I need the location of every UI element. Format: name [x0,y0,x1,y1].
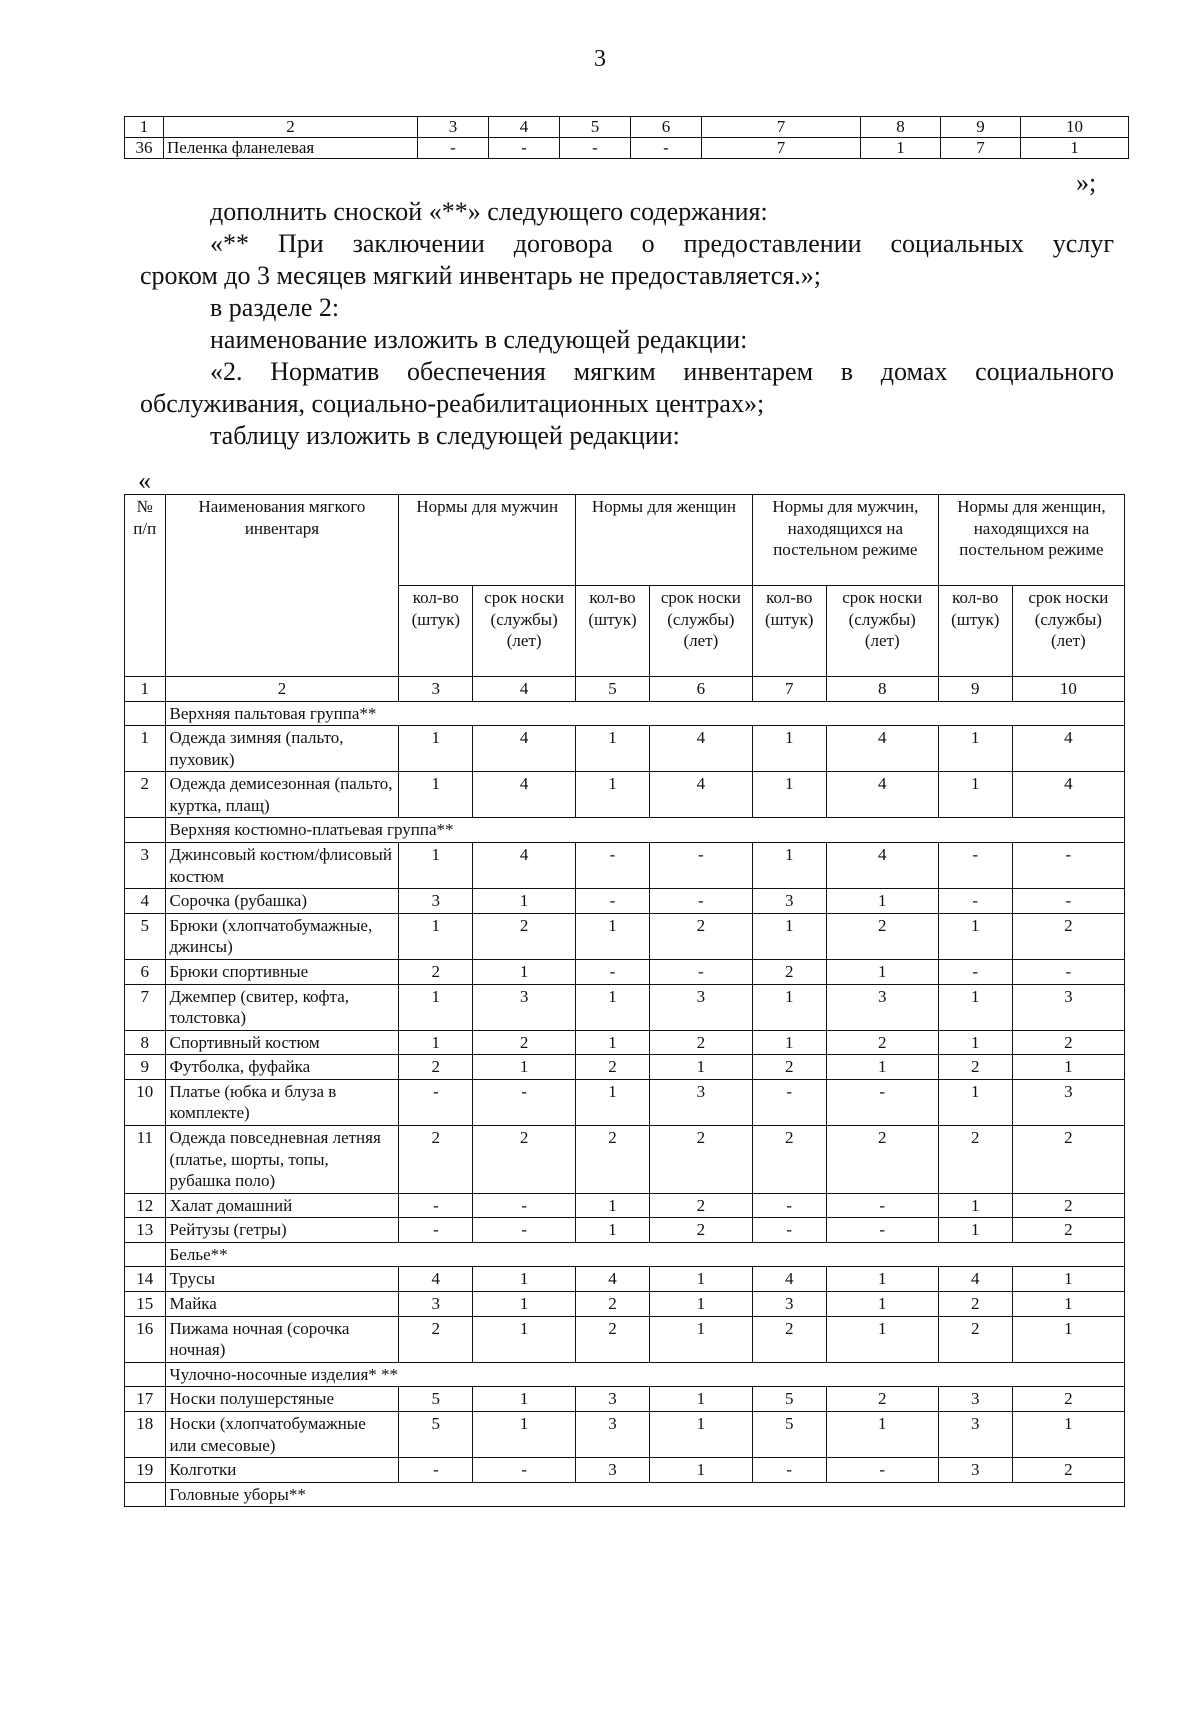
norm-value: 1 [576,772,650,818]
table-row [125,1292,1125,1317]
paragraph: «2. Норматив обеспечения мягким инвентарем в домах социального [210,357,1114,386]
norm-value: 3 [752,1292,826,1317]
table-row [125,772,1125,818]
item-name: Одежда повседневная летняя (платье, шорты, топы, рубашка поло) [165,1125,399,1193]
item-name: Халат домашний [165,1193,399,1218]
item-name: Брюки спортивные [165,959,399,984]
norm-value: 1 [826,1316,938,1362]
norm-value: - [399,1458,473,1483]
table-cell: 1 [125,117,164,138]
norm-value: 3 [399,1292,473,1317]
norm-value: 2 [1012,1193,1124,1218]
norm-value: 1 [649,1055,752,1080]
row-number: 12 [125,1193,166,1218]
norm-value: 1 [1012,1292,1124,1317]
row-number: 3 [125,843,166,889]
norm-value: 2 [473,1125,576,1193]
norm-value: 1 [1012,1055,1124,1080]
norm-value: 2 [649,1030,752,1055]
norm-value: 1 [473,889,576,914]
item-name: Носки (хлопчатобумажные или смесовые) [165,1411,399,1457]
col-number: 7 [752,677,826,702]
norm-value: 5 [399,1387,473,1412]
norm-value: 2 [649,1193,752,1218]
group-row [125,818,1125,843]
table-cell: 7 [941,138,1021,159]
norm-value: 1 [576,726,650,772]
norm-value: 2 [399,1125,473,1193]
header-row [125,495,1125,586]
norm-value: 4 [473,726,576,772]
norm-value: 3 [752,889,826,914]
group-spacer-cell [125,1362,166,1387]
table-cell: 9 [941,117,1021,138]
table-row [125,1218,1125,1243]
norm-value: 2 [1012,1218,1124,1243]
table-cell: 8 [861,117,941,138]
row-number: 2 [125,772,166,818]
norm-value: 3 [473,984,576,1030]
group-spacer-cell [125,701,166,726]
col-number: 5 [576,677,650,702]
row-number: 6 [125,959,166,984]
table-row [125,984,1125,1030]
norm-value: 2 [576,1125,650,1193]
table-row [125,959,1125,984]
norm-value: 4 [649,772,752,818]
header-term: срок носки (службы) (лет) [1012,586,1124,677]
table-cell: 3 [418,117,489,138]
header-term: срок носки (службы) (лет) [649,586,752,677]
norm-value: 1 [938,726,1012,772]
item-name: Одежда зимняя (пальто, пуховик) [165,726,399,772]
norm-value: 4 [826,726,938,772]
norm-value: 2 [576,1055,650,1080]
norm-value: 1 [576,1030,650,1055]
norm-value: 2 [473,913,576,959]
norm-value: 1 [399,913,473,959]
norm-value: 1 [826,889,938,914]
col-number: 8 [826,677,938,702]
norm-value: 1 [473,1411,576,1457]
norm-value: 2 [1012,1458,1124,1483]
group-spacer-cell [125,1242,166,1267]
norm-value: - [752,1218,826,1243]
norm-value: - [938,843,1012,889]
table-row [125,889,1125,914]
norm-value: 2 [1012,1387,1124,1412]
norm-value: 2 [752,959,826,984]
norm-value: 2 [938,1055,1012,1080]
table-cell: 4 [489,117,560,138]
item-name: Сорочка (рубашка) [165,889,399,914]
norm-value: 2 [649,1218,752,1243]
closing-quote: »; [1076,168,1097,197]
norm-value: 3 [576,1458,650,1483]
norm-value: 1 [576,1079,650,1125]
norm-value: 2 [576,1292,650,1317]
norm-value: 5 [399,1411,473,1457]
col-number: 10 [1012,677,1124,702]
norm-value: 1 [399,843,473,889]
row-number: 5 [125,913,166,959]
norm-value: - [826,1193,938,1218]
table-row [125,1267,1125,1292]
page-number: 3 [594,46,606,72]
row-number: 15 [125,1292,166,1317]
continuation-header-row [125,117,1129,138]
header-name: Наименования мягкого инвентаря [165,495,399,677]
row-number: 11 [125,1125,166,1193]
norm-value: 2 [649,1125,752,1193]
header-men: Нормы для мужчин [399,495,576,586]
row-number: 14 [125,1267,166,1292]
item-name: Брюки (хлопчатобумажные, джинсы) [165,913,399,959]
norm-value: 2 [826,1387,938,1412]
norm-value: 4 [399,1267,473,1292]
norm-value: 1 [649,1316,752,1362]
continuation-data-row [125,138,1129,159]
norm-value: 2 [938,1125,1012,1193]
norm-value: 3 [826,984,938,1030]
continuation-table [124,116,1129,159]
norm-value: 1 [576,913,650,959]
norm-value: - [473,1193,576,1218]
norm-value: 4 [576,1267,650,1292]
norm-value: 1 [649,1411,752,1457]
norm-value: 3 [399,889,473,914]
norm-value: 1 [399,726,473,772]
table-row [125,1411,1125,1457]
header-num: № п/п [125,495,166,677]
norm-value: 1 [576,1193,650,1218]
table-row [125,1125,1125,1193]
item-name: Рейтузы (гетры) [165,1218,399,1243]
norm-value: 1 [826,1055,938,1080]
norm-value: 2 [576,1316,650,1362]
group-row [125,701,1125,726]
norm-value: 1 [649,1458,752,1483]
norm-value: - [399,1193,473,1218]
header-women-bed: Нормы для женщин, находящихся на постельном режиме [938,495,1124,586]
norm-value: 1 [826,1267,938,1292]
table-cell: 1 [1021,138,1129,159]
table-cell: 7 [702,138,861,159]
norm-value: 1 [1012,1411,1124,1457]
norm-value: - [649,843,752,889]
row-number: 17 [125,1387,166,1412]
group-title: Верхняя пальтовая группа** [165,701,1124,726]
norm-value: 2 [1012,1125,1124,1193]
table-cell: - [489,138,560,159]
col-number: 9 [938,677,1012,702]
item-name: Трусы [165,1267,399,1292]
norm-value: 1 [473,959,576,984]
norm-value: 1 [473,1055,576,1080]
paragraph: «** При заключении договора о предоставлении социальных услуг [210,229,1114,258]
norm-value: 1 [576,984,650,1030]
norm-value: 2 [649,913,752,959]
row-number: 18 [125,1411,166,1457]
norm-value: - [399,1218,473,1243]
norm-value: - [1012,889,1124,914]
group-title: Чулочно-носочные изделия* ** [165,1362,1124,1387]
norm-value: - [399,1079,473,1125]
norm-value: - [752,1193,826,1218]
norm-value: 3 [649,984,752,1030]
paragraph: таблицу изложить в следующей редакции: [210,421,680,450]
table-row [125,1387,1125,1412]
norm-value: 3 [1012,984,1124,1030]
norm-value: 1 [649,1292,752,1317]
norm-value: 1 [473,1267,576,1292]
item-name: Футболка, фуфайка [165,1055,399,1080]
norm-value: 1 [1012,1316,1124,1362]
group-row [125,1482,1125,1507]
table-row [125,843,1125,889]
group-spacer-cell [125,818,166,843]
row-number: 4 [125,889,166,914]
paragraph: в разделе 2: [210,293,340,322]
norm-value: 2 [399,1316,473,1362]
col-number: 6 [649,677,752,702]
table-row [125,726,1125,772]
norm-value: 1 [826,1292,938,1317]
norm-value: 1 [938,772,1012,818]
norm-value: 2 [399,959,473,984]
group-title: Верхняя костюмно-платьевая группа** [165,818,1124,843]
paragraph: обслуживания, социально-реабилитационных центрах»; [140,389,765,418]
table-cell: - [560,138,631,159]
table-row [125,1079,1125,1125]
norm-value: 3 [938,1458,1012,1483]
norm-value: 1 [752,772,826,818]
norm-value: - [1012,959,1124,984]
norm-value: - [826,1079,938,1125]
group-spacer-cell [125,1482,166,1507]
norm-value: - [826,1218,938,1243]
norm-value: 2 [1012,913,1124,959]
norm-value: 4 [1012,726,1124,772]
norm-value: - [473,1218,576,1243]
row-number: 9 [125,1055,166,1080]
item-name: Пижама ночная (сорочка ночная) [165,1316,399,1362]
norm-value: 1 [1012,1267,1124,1292]
norm-value: 1 [826,959,938,984]
item-name: Носки полушерстяные [165,1387,399,1412]
header-qty: кол-во (штук) [399,586,473,677]
norm-value: 4 [649,726,752,772]
norm-value: 2 [826,1125,938,1193]
norm-value: - [1012,843,1124,889]
norm-value: 4 [826,772,938,818]
norm-value: 1 [649,1387,752,1412]
amendment-text [140,196,1114,452]
norm-value: 1 [752,843,826,889]
norm-value: 5 [752,1411,826,1457]
norm-value: 2 [752,1125,826,1193]
norm-value: 1 [938,984,1012,1030]
norm-value: 1 [752,984,826,1030]
norm-value: - [576,959,650,984]
norm-value: 3 [938,1387,1012,1412]
row-number: 19 [125,1458,166,1483]
group-title: Белье** [165,1242,1124,1267]
row-number: 7 [125,984,166,1030]
header-term: срок носки (службы) (лет) [473,586,576,677]
column-number-row [125,677,1125,702]
norm-value: 4 [473,772,576,818]
opening-quote: « [138,466,151,495]
norm-value: 3 [938,1411,1012,1457]
table-cell: 10 [1021,117,1129,138]
table-cell: 7 [702,117,861,138]
norm-value: 4 [752,1267,826,1292]
table-row [125,1055,1125,1080]
table-row [125,1193,1125,1218]
row-number: 13 [125,1218,166,1243]
table-cell: Пеленка фланелевая [164,138,418,159]
table-cell: 1 [861,138,941,159]
norm-value: 1 [399,1030,473,1055]
norm-value: 1 [752,726,826,772]
item-name: Одежда демисезонная (пальто, куртка, плащ) [165,772,399,818]
paragraph: наименование изложить в следующей редакции: [210,325,748,354]
norm-value: 2 [752,1316,826,1362]
norm-value: 2 [938,1292,1012,1317]
norm-value: 1 [938,913,1012,959]
norm-value: 3 [576,1387,650,1412]
group-row [125,1242,1125,1267]
col-number: 2 [165,677,399,702]
norm-value: 1 [938,1079,1012,1125]
table-cell: 36 [125,138,164,159]
norm-value: 2 [473,1030,576,1055]
norm-value: 2 [826,913,938,959]
table-cell: - [631,138,702,159]
item-name: Майка [165,1292,399,1317]
header-qty: кол-во (штук) [752,586,826,677]
norm-value: 3 [1012,1079,1124,1125]
group-title: Головные уборы** [165,1482,1124,1507]
table-row [125,913,1125,959]
soft-inventory-norms-table [124,494,1125,1507]
item-name: Платье (юбка и блуза в комплекте) [165,1079,399,1125]
norm-value: 2 [938,1316,1012,1362]
norm-value: 1 [938,1193,1012,1218]
col-number: 3 [399,677,473,702]
norm-value: - [576,843,650,889]
paragraph: дополнить сноской «**» следующего содержания: [210,197,768,226]
table-row [125,1316,1125,1362]
table-row [125,1030,1125,1055]
row-number: 16 [125,1316,166,1362]
norm-value: 1 [576,1218,650,1243]
norm-value: 2 [399,1055,473,1080]
norm-value: - [649,889,752,914]
item-name: Джинсовый костюм/флисовый костюм [165,843,399,889]
table-cell: 6 [631,117,702,138]
norm-value: - [938,889,1012,914]
table-cell: 5 [560,117,631,138]
norm-value: 2 [826,1030,938,1055]
norm-value: 1 [399,984,473,1030]
norm-value: - [752,1079,826,1125]
norm-value: 4 [1012,772,1124,818]
norm-value: 5 [752,1387,826,1412]
col-number: 1 [125,677,166,702]
row-number: 8 [125,1030,166,1055]
norm-value: - [473,1079,576,1125]
table-row [125,1458,1125,1483]
norm-value: 4 [473,843,576,889]
table-cell: 2 [164,117,418,138]
header-qty: кол-во (штук) [576,586,650,677]
header-men-bed: Нормы для мужчин, находящихся на постельном режиме [752,495,938,586]
norm-value: 1 [938,1218,1012,1243]
norm-value: 1 [752,1030,826,1055]
norm-value: 4 [938,1267,1012,1292]
item-name: Джемпер (свитер, кофта, толстовка) [165,984,399,1030]
group-row [125,1362,1125,1387]
norm-value: 4 [826,843,938,889]
norm-value: 1 [399,772,473,818]
table-cell: - [418,138,489,159]
norm-value: 1 [752,913,826,959]
norm-value: 3 [649,1079,752,1125]
norm-value: - [826,1458,938,1483]
item-name: Спортивный костюм [165,1030,399,1055]
row-number: 1 [125,726,166,772]
norm-value: - [576,889,650,914]
header-women: Нормы для женщин [576,495,753,586]
item-name: Колготки [165,1458,399,1483]
norm-value: 2 [1012,1030,1124,1055]
norm-value: 1 [649,1267,752,1292]
header-term: срок носки (службы) (лет) [826,586,938,677]
norm-value: 1 [473,1316,576,1362]
col-number: 4 [473,677,576,702]
norm-value: 2 [752,1055,826,1080]
norm-value: 1 [473,1292,576,1317]
norm-value: 1 [826,1411,938,1457]
paragraph: сроком до 3 месяцев мягкий инвентарь не предоставляется.»; [140,261,821,290]
norm-value: - [752,1458,826,1483]
header-qty: кол-во (штук) [938,586,1012,677]
norm-value: 1 [938,1030,1012,1055]
norm-value: 3 [576,1411,650,1457]
norm-value: 1 [473,1387,576,1412]
norm-value: - [473,1458,576,1483]
norm-value: - [938,959,1012,984]
row-number: 10 [125,1079,166,1125]
norm-value: - [649,959,752,984]
